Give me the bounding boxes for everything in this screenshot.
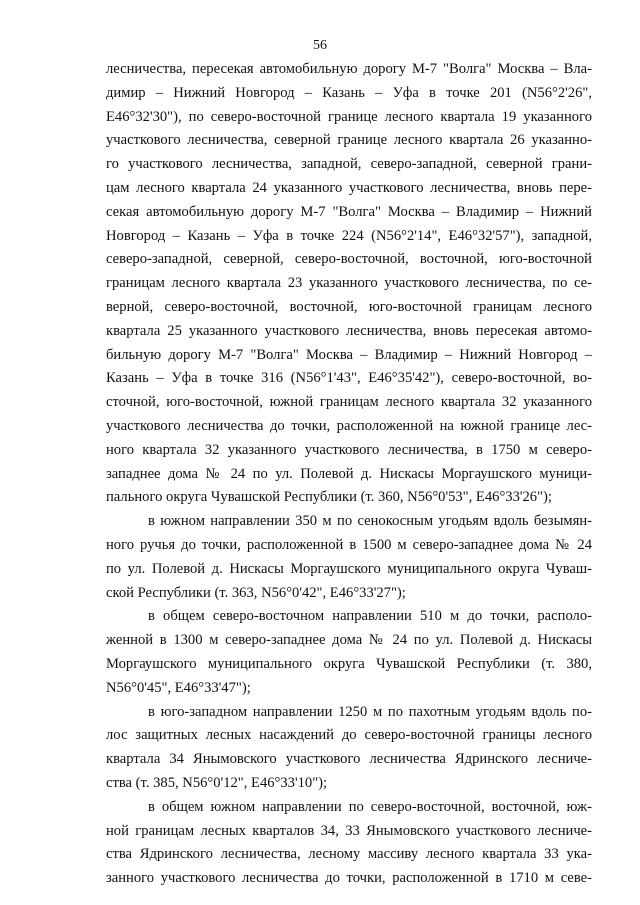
text-line: димир – Нижний Новгород – Казань – Уфа в точке 201 (N56°2'26", bbox=[106, 84, 592, 101]
text-line: Казань – Уфа в точке 316 (N56°1'43", E46°35'42"), северо-восточной, во- bbox=[106, 370, 592, 387]
text-line: западнее дома № 24 по ул. Полевой д. Нискасы Моргаушского муници- bbox=[106, 465, 592, 482]
paragraph-2 bbox=[106, 510, 592, 605]
text-line: по ул. Полевой д. Нискасы Моргаушского муниципального округа Чуваш- bbox=[106, 560, 592, 577]
text-line: бильную дорогу М-7 "Волга" Москва – Владимир – Нижний Новгород – bbox=[106, 346, 592, 363]
document-body bbox=[106, 58, 592, 891]
text-line: в южном направлении 350 м по сенокосным угодьям вдоль безымян- bbox=[148, 513, 592, 530]
text-line: участкового лесничества, северной границе лесного квартала 26 указанно- bbox=[106, 132, 592, 149]
page-number: 56 bbox=[313, 38, 327, 53]
text-line: ного квартала 32 указанного участкового лесничества, в 1750 м северо- bbox=[106, 441, 592, 458]
text-line: квартала 34 Янымовского участкового лесничества Ядринского лесниче- bbox=[106, 751, 592, 768]
text-line: го участкового лесничества, западной, северо-западной, северной грани- bbox=[106, 156, 592, 173]
text-line: ства Ядринского лесничества, лесному массиву лесного квартала 33 ука- bbox=[106, 846, 592, 863]
text-line: N56°0'45", E46°33'47"); bbox=[106, 679, 251, 696]
text-line: женной в 1300 м северо-западнее дома № 24 по ул. Полевой д. Нискасы bbox=[106, 632, 592, 649]
text-line: лесничества, пересекая автомобильную дорогу М-7 "Волга" Москва – Вла- bbox=[106, 61, 592, 77]
paragraph-3 bbox=[106, 605, 592, 700]
text-line: секая автомобильную дорогу М-7 "Волга" Москва – Владимир – Нижний bbox=[106, 203, 592, 220]
text-line: ного ручья до точки, расположенной в 1500 м северо-западнее дома № 24 bbox=[106, 536, 592, 553]
text-line: цам лесного квартала 24 указанного участкового лесничества, вновь пере- bbox=[106, 179, 592, 196]
text-line: лос защитных лесных насаждений до северо-восточной границы лесного bbox=[106, 727, 592, 744]
text-line: северо-западной, северной, северо-восточной, восточной, юго-восточной bbox=[106, 251, 592, 268]
text-line: в общем северо-восточном направлении 510 м до точки, располо- bbox=[148, 608, 592, 625]
text-line: пального округа Чувашской Республики (т. 360, N56°0'53", E46°33'26"); bbox=[106, 489, 552, 506]
text-line: ной границам лесных кварталов 34, 33 Янымовского участкового лесниче- bbox=[106, 822, 592, 839]
text-line: границам лесного квартала 23 указанного участкового лесничества, по се- bbox=[106, 275, 592, 292]
paragraph-5 bbox=[106, 796, 592, 891]
text-line: участкового лесничества до точки, расположенной на южной границе лес- bbox=[106, 417, 592, 434]
text-line: в юго-западном направлении 1250 м по пахотным угодьям вдоль по- bbox=[148, 703, 592, 720]
text-line: ской Республики (т. 363, N56°0'42", E46°33'27"); bbox=[106, 584, 406, 601]
text-line: E46°32'30"), по северо-восточной границе лесного квартала 19 указанного bbox=[106, 108, 592, 125]
text-line: Новгород – Казань – Уфа в точке 224 (N56°2'14", E46°32'57"), западной, bbox=[106, 227, 592, 244]
text-line: квартала 25 указанного участкового лесничества, вновь пересекая автомо- bbox=[106, 322, 592, 339]
text-line: занного участкового лесничества до точки, расположенной в 1710 м севе- bbox=[106, 870, 592, 887]
text-line: в общем южном направлении по северо-восточной, восточной, юж- bbox=[148, 798, 592, 815]
text-line: Моргаушского муниципального округа Чувашской Республики (т. 380, bbox=[106, 655, 592, 672]
paragraph-1 bbox=[106, 58, 592, 510]
paragraph-4 bbox=[106, 701, 592, 796]
text-line: верной, северо-восточной, восточной, юго-восточной границам лесного bbox=[106, 298, 592, 315]
text-line: сточной, юго-восточной, южной границам лесного квартала 32 указанного bbox=[106, 394, 592, 411]
text-line: ства (т. 385, N56°0'12", E46°33'10"); bbox=[106, 774, 328, 791]
